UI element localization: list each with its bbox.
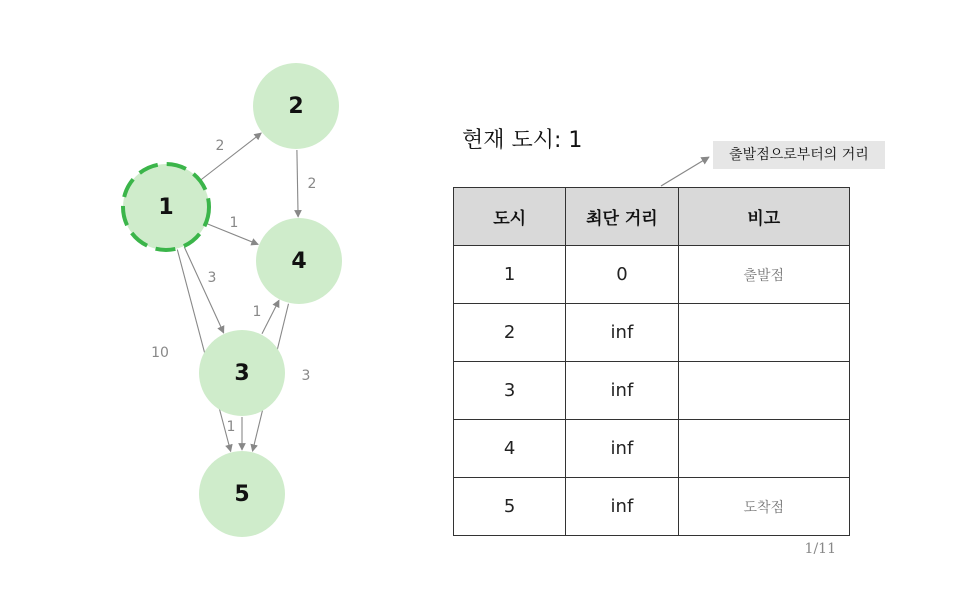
cell-city: 1 bbox=[454, 246, 566, 304]
cell-distance: inf bbox=[566, 362, 678, 420]
cell-distance: inf bbox=[566, 304, 678, 362]
edge-weight-3-4: 1 bbox=[252, 304, 262, 320]
edge-1-2 bbox=[201, 133, 262, 180]
page-indicator: 1/11 bbox=[804, 541, 836, 557]
cell-distance: inf bbox=[566, 478, 678, 536]
node-label-5: 5 bbox=[234, 482, 250, 507]
graph-diagram bbox=[0, 0, 420, 600]
node-2 bbox=[253, 63, 339, 149]
edge-weight-4-5: 3 bbox=[301, 368, 311, 384]
edge-3-4 bbox=[262, 300, 279, 334]
edge-1-3 bbox=[184, 247, 223, 333]
cell-city: 4 bbox=[454, 420, 566, 478]
edge-weight-1-3: 3 bbox=[207, 270, 217, 286]
node-label-4: 4 bbox=[291, 249, 307, 274]
table-header-row bbox=[454, 188, 850, 246]
table-row bbox=[454, 246, 850, 304]
node-4 bbox=[256, 218, 342, 304]
header-city: 도시 bbox=[454, 188, 566, 246]
table-row bbox=[454, 362, 850, 420]
cell-note: 출발점 bbox=[678, 246, 849, 304]
table-row bbox=[454, 420, 850, 478]
current-city-heading bbox=[462, 124, 582, 158]
node-1 bbox=[123, 164, 209, 250]
cell-city: 5 bbox=[454, 478, 566, 536]
node-5 bbox=[199, 451, 285, 537]
table-row bbox=[454, 304, 850, 362]
current-city-label: 현재 도시: bbox=[462, 128, 562, 153]
header-distance: 최단 거리 bbox=[566, 188, 678, 246]
node-label-2: 2 bbox=[288, 94, 304, 119]
edge-2-4 bbox=[297, 150, 298, 217]
cell-note bbox=[678, 304, 849, 362]
table-row bbox=[454, 478, 850, 536]
cell-note: 도착점 bbox=[678, 478, 849, 536]
cell-note bbox=[678, 420, 849, 478]
cell-city: 3 bbox=[454, 362, 566, 420]
cell-distance: 0 bbox=[566, 246, 678, 304]
node-label-1: 1 bbox=[158, 195, 174, 220]
distance-callout-text: 출발점으로부터의 거리 bbox=[729, 147, 869, 163]
cell-note bbox=[678, 362, 849, 420]
edge-weight-2-4: 2 bbox=[307, 176, 317, 192]
edge-weight-1-4: 1 bbox=[229, 215, 239, 231]
nodes-layer bbox=[123, 63, 342, 537]
edge-weight-1-5: 10 bbox=[151, 345, 169, 361]
edge-weight-3-5: 1 bbox=[226, 419, 236, 435]
edge-weight-1-2: 2 bbox=[215, 138, 225, 154]
header-note: 비고 bbox=[678, 188, 849, 246]
distance-callout bbox=[713, 141, 885, 169]
node-label-3: 3 bbox=[234, 361, 250, 386]
cell-city: 2 bbox=[454, 304, 566, 362]
cell-distance: inf bbox=[566, 420, 678, 478]
distance-table bbox=[453, 187, 850, 536]
node-3 bbox=[199, 330, 285, 416]
current-city-value: 1 bbox=[568, 128, 583, 153]
